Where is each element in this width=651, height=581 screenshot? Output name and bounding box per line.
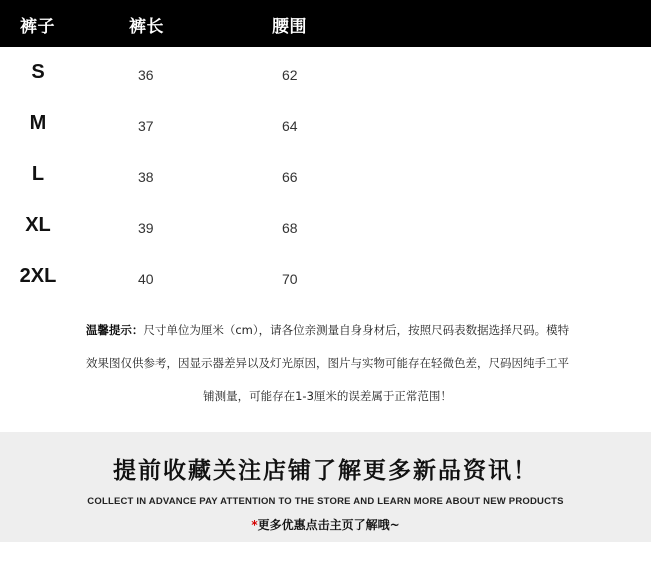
size-label: L [31, 163, 45, 185]
waist-value: 64 [282, 118, 298, 134]
table-row [0, 251, 651, 302]
waist-value: 70 [282, 271, 298, 287]
size-label: S [31, 61, 45, 83]
banner-subtitle [0, 516, 651, 533]
table-row [0, 149, 651, 200]
header-waist: 腰围 [272, 17, 307, 37]
waist-value: 68 [282, 220, 298, 236]
tip-text: 尺寸单位为厘米（cm），请各位亲测量自身身材后，按照尺码表数据选择尺码。模特 [143, 323, 570, 337]
waist-value: 62 [282, 67, 298, 83]
length-value: 38 [138, 169, 154, 185]
header-length: 裤长 [129, 17, 164, 37]
table-row [0, 98, 651, 149]
size-tip [60, 314, 595, 413]
waist-value: 66 [282, 169, 298, 185]
banner-english-text: COLLECT IN ADVANCE PAY ATTENTION TO THE STORE AND LEARN MORE ABOUT NEW PRODUCTS [87, 496, 564, 507]
follow-store-banner [0, 432, 651, 542]
banner-subtitle-text: 更多优惠点击主页了解哦~ [257, 518, 400, 532]
size-table-header [0, 0, 651, 47]
tip-line: 铺测量，可能存在1-3厘米的误差属于正常范围！ [203, 389, 452, 403]
size-label: XL [25, 214, 51, 236]
size-label: M [29, 112, 47, 134]
length-value: 36 [138, 67, 154, 83]
tip-label: 温馨提示： [85, 323, 144, 337]
length-value: 40 [138, 271, 154, 287]
header-pants: 裤子 [20, 17, 55, 37]
length-value: 39 [138, 220, 154, 236]
table-row [0, 200, 651, 251]
table-row [0, 47, 651, 98]
tip-line [60, 314, 595, 347]
tip-line: 效果图仅供参考，因显示器差异以及灯光原因，图片与实物可能存在轻微色差，尺码因纯手工平 [86, 356, 569, 370]
size-table-body [0, 47, 651, 302]
length-value: 37 [138, 118, 154, 134]
size-label: 2XL [19, 265, 57, 287]
star-mark: * [251, 518, 258, 532]
banner-title: 提前收藏关注店铺了解更多新品资讯！ [113, 458, 538, 484]
